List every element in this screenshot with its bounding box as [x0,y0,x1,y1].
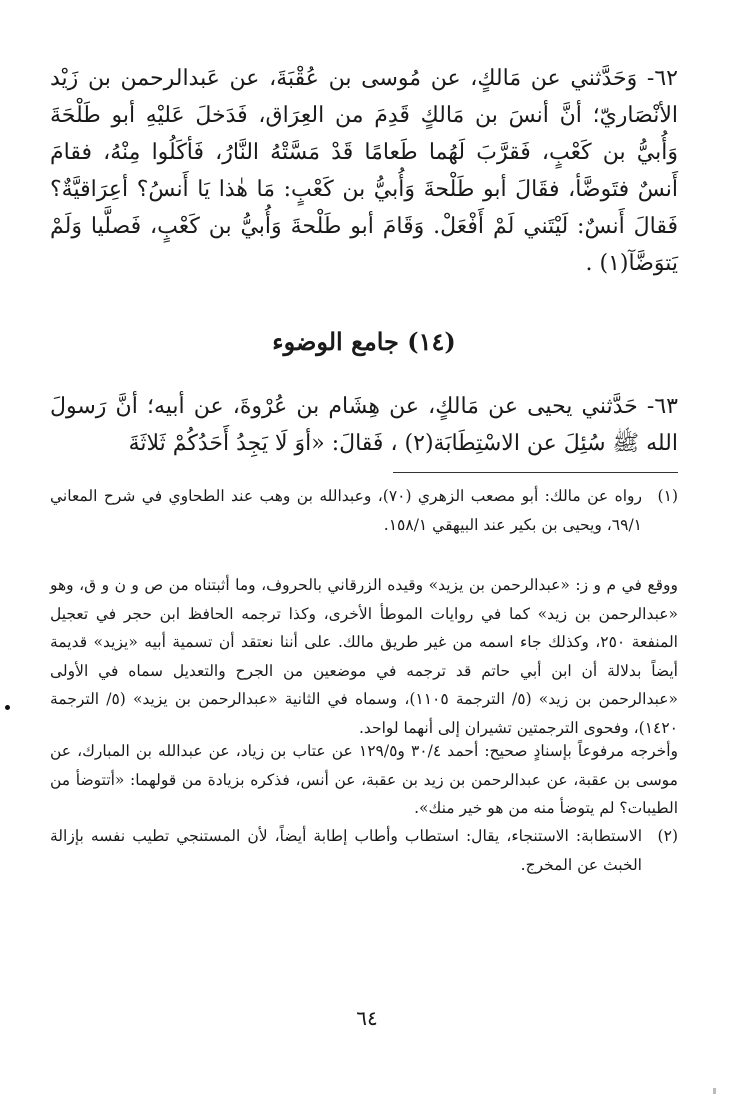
scan-mark [713,1088,716,1094]
footnote-2-text: الاستطابة: الاستنجاء، يقال: استطاب وأطاب إطابة أيضاً، لأن المستنجي تطيب نفسه بإزالة الخبث عن المخرج. [50,827,642,874]
footnote-1 [50,482,678,539]
page-number: ٦٤ [356,1006,378,1030]
footnote-2 [50,822,678,879]
footnote-divider [393,472,678,473]
hadith-63-paragraph: ٦٣- حَدَّثني يحيى عن مَالكٍ، عن هِشَام بن عُرْوةَ، عن أبيه؛ أنَّ رَسولَ الله ﷺ سُئِلَ عن الاسْتِطَابَة(٢) ، فَقالَ: «أوَ لَا يَجِدُ أَحَدُكُمْ ثَلاثَةَ [50,394,678,456]
hadith-62-paragraph: ٦٢- وَحَدَّثني عن مَالكٍ، عن مُوسى بن عُقْبَةَ، عن عَبدالرحمن بن زَيْد الأنْصَاريّ؛ أنَّ أنسَ بن مَالكٍ قَدِمَ من العِرَاق، فَدَخلَ عَليْهِ أبو طَلْحَةَ وَأُبيُّ بن كَعْبٍ، فَقرَّبَ لَهُما طَعامًا قَدْ مَسَّتْهُ النَّارُ، فَأكَلُوا مِنْهُ، فقامَ أَنسٌ فتَوضَّأ، فقَالَ أبو طَلْحةَ وَأُبيُّ بن كَعْبٍ: مَا هٰذا يَا أَنسُ؟ أعِرَاقيَّةٌ؟ فَقالَ أَنسٌ: لَيْتَني لَمْ أَفْعَلْ. وَقَامَ أبو طَلْحةَ وَأُبيُّ بن كَعْبٍ، فَصلَّيا وَلَمْ يَتوَضَّآ(١) . [50,66,678,276]
footnote-1-paragraph-2 [50,571,714,742]
footnote-1-paragraph-3 [50,737,714,823]
margin-dot [5,705,10,710]
footnote-1-paragraph-2-text: ووقع في م و ز: «عبدالرحمن بن يزيد» وقيده الزرقاني بالحروف، وما أثبتناه من ص و ن و ق، وهو «عبدالرحمن بن زيد» كما في روايات الموطأ الأخرى، وكذا ترجمه الحافظ ابن حجر في تعجيل المنفعة ٢٥٠، وكذلك جاء اسمه من غير طريق مالك. على أننا نعتقد أن تسمية أبيه «يزيد» قديمة أيضاً بدلالة أن ابن أبي حاتم قد ترجمه في موضعين من الجرح والتعديل سماه في الأولى «عبدالرحمن بن زيد» (٥/ الترجمة ١١٠٥)، وسماه في الثانية «عبدالرحمن بن يزيد» (٥/ الترجمة ١٤٢٠)، وفحوى الترجمتين تشيران إلى أنهما لواحد. [50,576,678,737]
footnote-1-number: (١) [657,487,678,505]
footnote-1-text: رواه عن مالك: أبو مصعب الزهري (٧٠)، وعبدالله بن وهب عند الطحاوي في شرح المعاني ٦٩/١، ويحيى بن بكير عند البيهقي ١٥٨/١. [50,487,642,534]
footnote-2-number: (٢) [657,827,678,845]
footnote-1-paragraph-3-text: وأخرجه مرفوعاً بإسنادٍ صحيح: أحمد ٣٠/٤ و١٢٩/٥ عن عتاب بن زياد، عن عبدالله بن المبارك، عن موسى بن عقبة، عن عبدالرحمن بن زيد بن عقبة، عن أنس، فذكره بزيادة من قولهما: «أتتوضأ من الطيبات؟ لم يتوضأ منه من هو خير منك». [50,742,678,817]
section-heading: (١٤) جامع الوضوء [272,327,456,356]
